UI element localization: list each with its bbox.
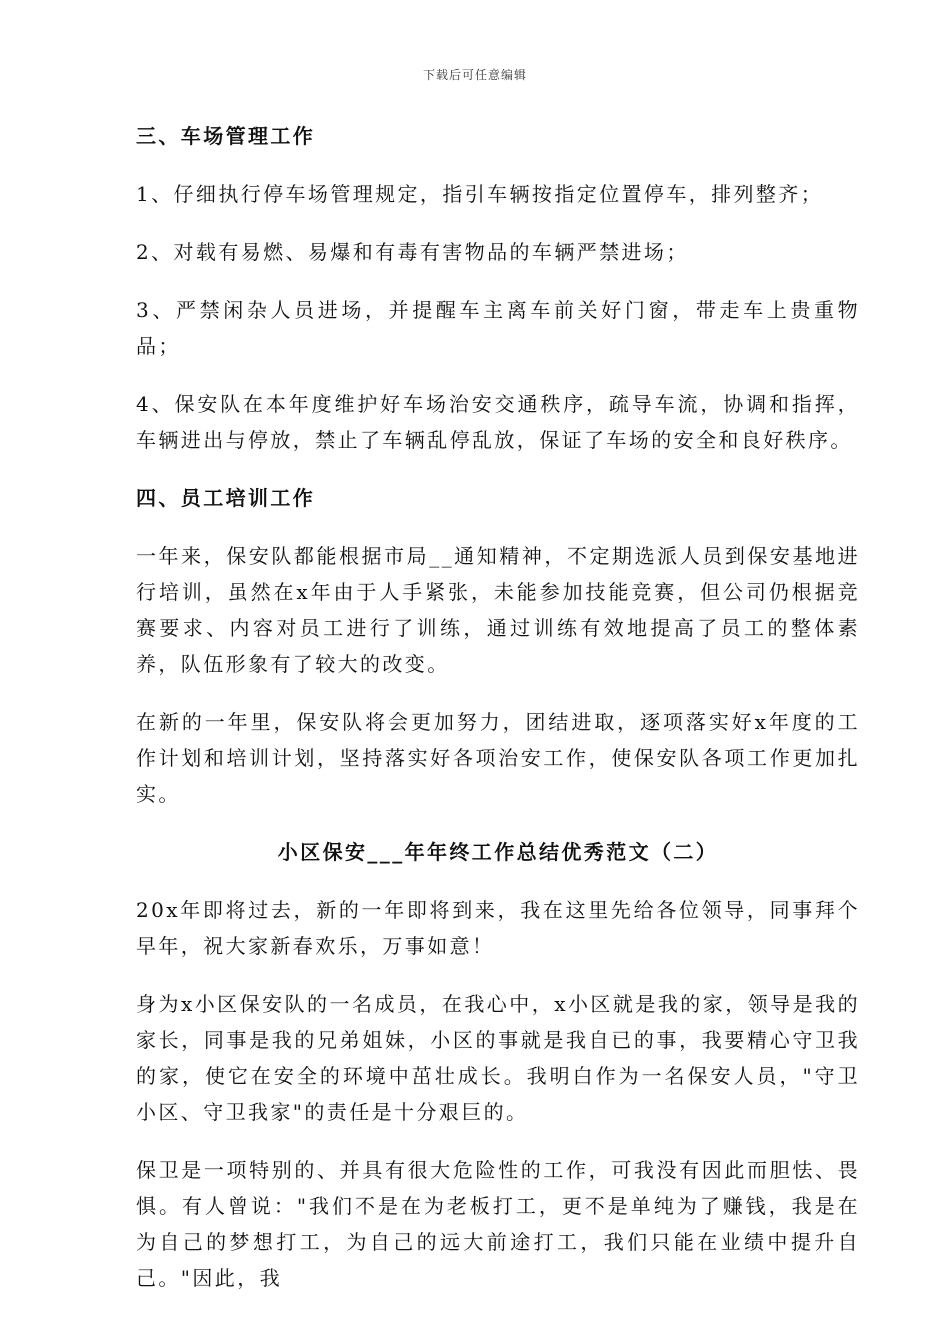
document-body xyxy=(136,118,860,1296)
section-3-item-3: 3、严禁闲杂人员进场，并提醒车主离车前关好门窗，带走车上贵重物品； xyxy=(136,298,860,358)
article-2-paragraph-3: 保卫是一项特别的、并具有很大危险性的工作，可我没有因此而胆怯、畏惧。有人曾说："我们不是在为老板打工，更不是单纯为了赚钱，我是在为自己的梦想打工，为自己的远大前途打工，我们只能在业绩中提升自己。"因此，我 xyxy=(136,1158,860,1290)
section-4-heading: 四、员工培训工作 xyxy=(136,486,316,510)
section-4-paragraph-2: 在新的一年里，保安队将会更加努力，团结进取，逐项落实好x年度的工作计划和培训计划，坚持落实好各项治安工作，使保安队各项工作更加扎实。 xyxy=(136,710,860,806)
section-4-paragraph-1: 一年来，保安队都能根据市局__通知精神，不定期选派人员到保安基地进行培训，虽然在x年由于人手紧张，未能参加技能竞赛，但公司仍根据竞赛要求、内容对员工进行了训练，通过训练有效地提高了员工的整体素养，队伍形象有了较大的改变。 xyxy=(136,544,860,676)
section-3-item-1: 1、仔细执行停车场管理规定，指引车辆按指定位置停车，排列整齐； xyxy=(136,182,824,206)
header-note: 下载后可任意编辑 xyxy=(422,68,527,82)
article-2-paragraph-2: 身为x小区保安队的一名成员，在我心中，x小区就是我的家，领导是我的家长，同事是我的兄弟姐妹，小区的事就是我自已的事，我要精心守卫我的家，使它在安全的环境中茁壮成长。我明白作为一名保安人员，"守卫小区、守卫我家"的责任是十分艰巨的。 xyxy=(136,992,860,1124)
section-3-item-4: 4、保安队在本年度维护好车场治安交通秩序，疏导车流，协调和指挥，车辆进出与停放，禁止了车辆乱停乱放，保证了车场的安全和良好秩序。 xyxy=(136,392,860,452)
article-2-paragraph-1: 20x年即将过去，新的一年即将到来，我在这里先给各位领导，同事拜个早年，祝大家新春欢乐，万事如意！ xyxy=(136,898,860,958)
article-2-title: 小区保安___年年终工作总结优秀范文（二） xyxy=(277,840,719,864)
section-3-heading: 三、车场管理工作 xyxy=(136,124,316,148)
section-3-item-2: 2、对载有易燃、易爆和有毒有害物品的车辆严禁进场； xyxy=(136,240,689,264)
